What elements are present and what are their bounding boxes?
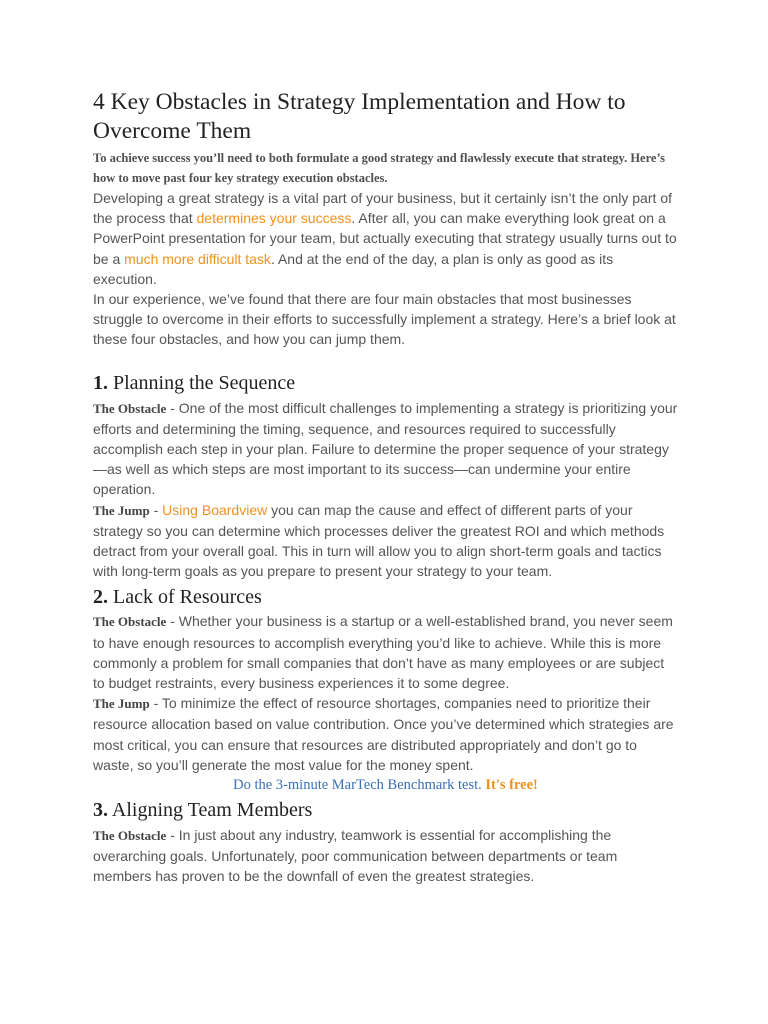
section-heading-1: 1. Planning the Sequence xyxy=(93,371,296,394)
link-much-more-difficult-task[interactable]: much more difficult task xyxy=(124,250,271,267)
section-3-obstacle: The Obstacle - In just about any industry, teamwork is essential for accomplishing the overarching goals. Unfortunately, poor communication between departments or team members has proven to be the downfall of even the greatest strategies. xyxy=(93,827,618,885)
article-lead: To achieve success you’ll need to both formulate a good strategy and flawlessly execute that strategy. Here’s how to move past four key strategy execution obstacles. xyxy=(93,151,666,185)
link-using-boardview[interactable]: Using Boardview xyxy=(162,501,268,518)
section-heading-2: 2. Lack of Resources xyxy=(93,586,262,609)
article xyxy=(93,88,678,887)
benchmark-cta-link[interactable]: Do the 3-minute MarTech Benchmark test. xyxy=(233,777,482,794)
obstacle-label: The Obstacle xyxy=(93,400,167,416)
section-2-obstacle: The Obstacle - Whether your business is a startup or a well-established brand, you never seem to have enough resources to accomplish everything you’d like to achieve. While this is more commonly a problem for small companies that don’t have as many employees or are subject to budget restraints, every business experiences it to some degree. xyxy=(93,613,673,692)
section-1-obstacle: The Obstacle - One of the most difficult challenges to implementing a strategy is prioritizing your efforts and determining the timing, sequence, and resources required to successfully accomplish each step in your plan. Failure to determine the proper sequence of your strategy—as well as which steps are most important to its success—can undermine your entire operation. xyxy=(93,399,678,498)
benchmark-cta-free[interactable]: It's free! xyxy=(485,777,538,794)
jump-label: The Jump xyxy=(93,502,150,518)
intro-paragraph-1: Developing a great strategy is a vital part of your business, but it certainly isn’t the only part of the process that determines your success. After all, you can make everything look great on a PowerPoint presentation for your team, but actually executing that strategy usually turns out to be a much more difficult task. And at the end of the day, a plan is only as good as its execution. xyxy=(93,190,677,287)
article-title: 4 Key Obstacles in Strategy Implementation and How to Overcome Them xyxy=(93,89,626,144)
section-1-jump: The Jump - Using Boardview you can map the cause and effect of different parts of your strategy so you can determine which processes deliver the greatest ROI and which methods detract from your overall goal. This in turn will allow you to align short-term goals and tactics with long-term goals as you prepare to present your strategy to your team. xyxy=(93,501,665,580)
benchmark-cta[interactable] xyxy=(93,775,678,795)
intro-paragraph-2: In our experience, we’ve found that there are four main obstacles that most businesses struggle to overcome in their efforts to successfully implement a strategy. Here’s a brief look at these four obstacles, and how you can jump them. xyxy=(93,291,676,348)
section-2-jump: The Jump - To minimize the effect of resource shortages, companies need to prioritize their resource allocation based on value contribution. Once you’ve determined which strategies are most critical, you can ensure that resources are distributed appropriately and don’t go to waste, so you’ll generate the most value for the money spent. xyxy=(93,695,674,773)
jump-label: The Jump xyxy=(93,696,150,712)
link-determines-your-success[interactable]: determines your success xyxy=(196,210,352,227)
section-heading-3: 3. Aligning Team Members xyxy=(93,799,313,822)
obstacle-label: The Obstacle xyxy=(93,614,167,630)
obstacle-label: The Obstacle xyxy=(93,828,167,844)
